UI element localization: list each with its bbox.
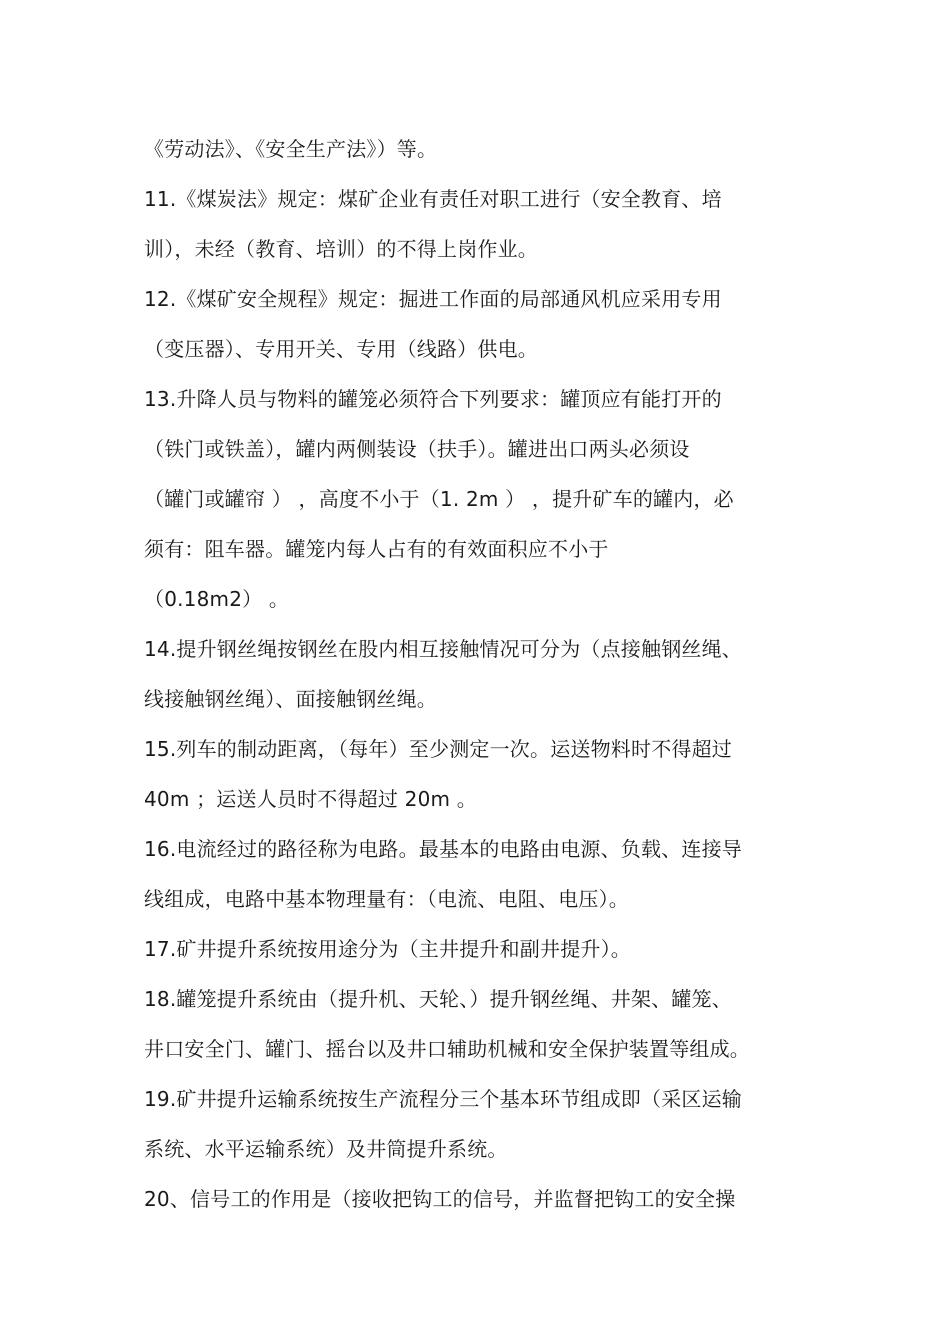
text-line: 15.列车的制动距离，（每年）至少测定一次。运送物料时不得超过: [144, 737, 733, 761]
text-line: 18.罐笼提升系统由（提升机、天轮、）提升钢丝绳、井架、罐笼、: [144, 987, 733, 1011]
text-line: 40m ；运送人员时不得超过 20m 。: [144, 787, 477, 811]
text-line: 线接触钢丝绳）、面接触钢丝绳。: [144, 687, 437, 711]
text-line: 线组成，电路中基本物理量有：（电流、电阻、电压）。: [144, 887, 629, 911]
text-line: （罐门或罐帘 ） ，高度不小于（1. 2m ） ，提升矿车的罐内，必: [144, 487, 734, 511]
text-line: 13.升降人员与物料的罐笼必须符合下列要求：罐顶应有能打开的: [144, 387, 722, 411]
text-line: 井口安全门、罐门、摇台以及井口辅助机械和安全保护装置等组成。: [144, 1037, 750, 1061]
document-body: [144, 124, 824, 1224]
text-line: 12.《煤矿安全规程》规定：掘进工作面的局部通风机应采用专用: [144, 287, 722, 311]
text-line: 14.提升钢丝绳按钢丝在股内相互接触情况可分为（点接触钢丝绳、: [144, 637, 743, 661]
text-line: 须有：阻车器。罐笼内每人占有的有效面积应不小于: [144, 537, 609, 561]
text-line: （变压器）、专用开关、专用（线路）供电。: [144, 337, 538, 361]
text-line: 训），未经（教育、培训）的不得上岗作业。: [144, 237, 538, 261]
text-line: 20、信号工的作用是（接收把钩工的信号，并监督把钩工的安全操: [144, 1187, 736, 1211]
text-line: 11.《煤炭法》规定：煤矿企业有责任对职工进行（安全教育、培: [144, 187, 722, 211]
text-line: （铁门或铁盖），罐内两侧装设（扶手）。罐进出口两头必须设: [144, 437, 690, 461]
text-line: 系统、水平运输系统）及井筒提升系统。: [144, 1137, 508, 1161]
text-line: 《劳动法》、《安全生产法》）等。: [144, 137, 438, 161]
text-line: 19.矿井提升运输系统按生产流程分三个基本环节组成即（采区运输: [144, 1087, 743, 1111]
text-line: 17.矿井提升系统按用途分为（主井提升和副井提升）。: [144, 937, 632, 961]
text-line: 16.电流经过的路径称为电路。最基本的电路由电源、负载、连接导: [144, 837, 743, 861]
text-line: （0.18m2） 。: [144, 587, 290, 611]
